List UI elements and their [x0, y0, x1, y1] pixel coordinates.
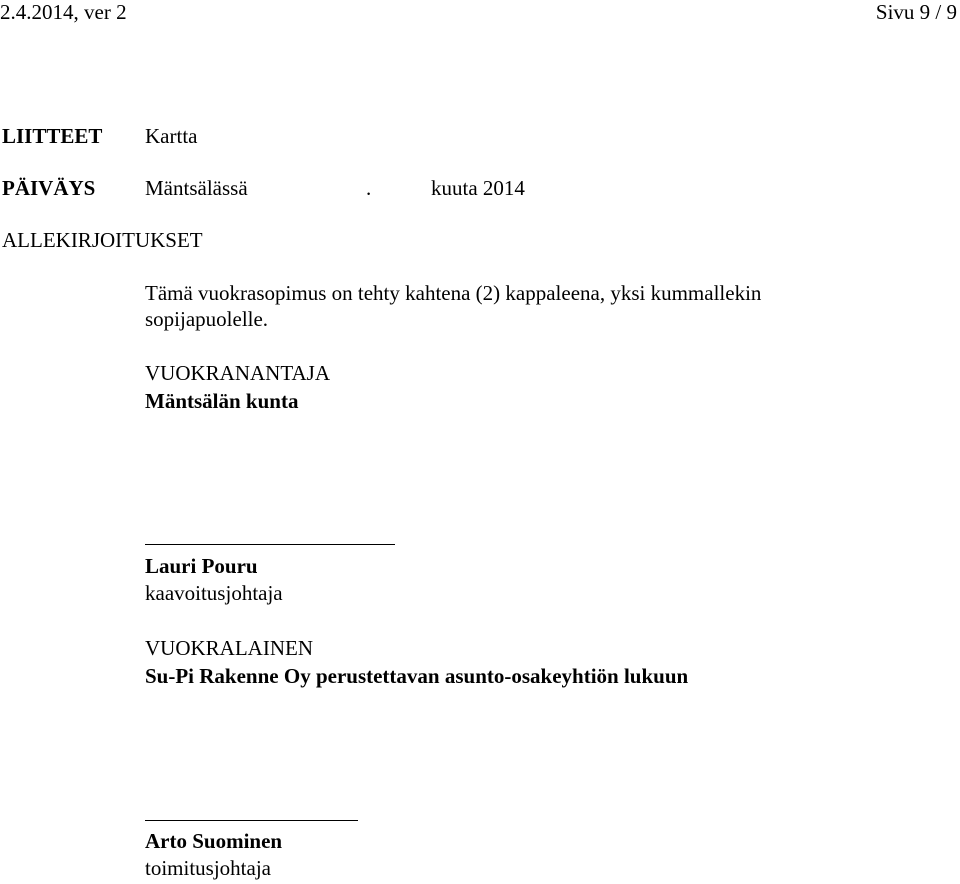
lessor-party: Mäntsälän kunta	[145, 389, 299, 413]
lessor-signer-title: kaavoitusjohtaja	[145, 581, 283, 605]
statement-line-1: Tämä vuokrasopimus on tehty kahtena (2) kappaleena, yksi kummallekin	[145, 281, 762, 305]
lessor-role: VUOKRANANTAJA	[145, 361, 330, 385]
date-month-year: kuuta 2014	[431, 176, 525, 200]
document-date-version: 2.4.2014, ver 2	[0, 0, 127, 24]
statement-line-2: sopijapuolelle.	[145, 307, 269, 331]
date-label: PÄIVÄYS	[2, 176, 96, 200]
date-day-dot: .	[366, 176, 372, 200]
lessee-signer-title: toimitusjohtaja	[145, 856, 271, 880]
lessee-signature-line	[145, 820, 358, 821]
lessor-signer-name: Lauri Pouru	[145, 554, 258, 578]
attachments-label: LIITTEET	[2, 124, 103, 148]
lessor-signature-line	[145, 544, 395, 545]
lessee-role: VUOKRALAINEN	[145, 636, 313, 660]
lessee-party: Su-Pi Rakenne Oy perustettavan asunto-osakeyhtiön lukuun	[145, 664, 689, 688]
signatures-heading: ALLEKIRJOITUKSET	[2, 228, 203, 252]
lessee-signer-name: Arto Suominen	[145, 829, 283, 853]
date-place: Mäntsälässä	[145, 176, 248, 200]
page-number: Sivu 9 / 9	[875, 0, 957, 24]
attachments-value: Kartta	[145, 124, 198, 148]
